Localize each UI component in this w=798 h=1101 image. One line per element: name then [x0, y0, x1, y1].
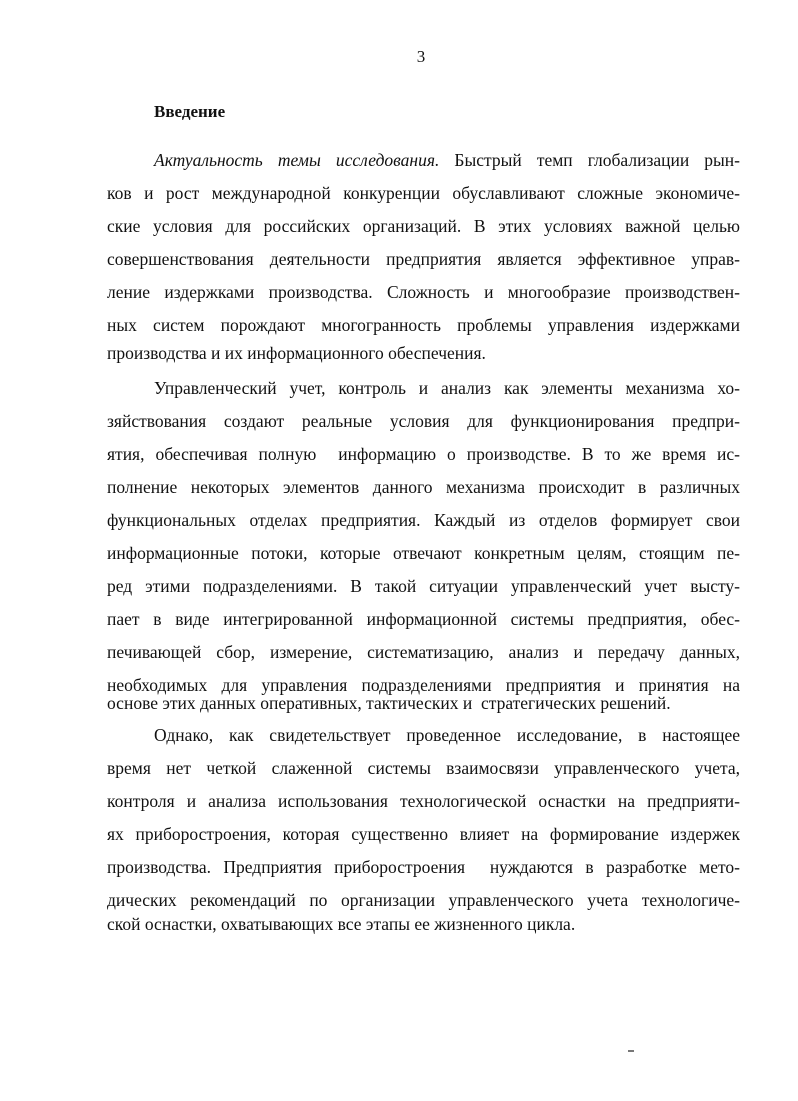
paragraph-2-line-5: функциональных отделах предприятия. Каждый из отделов формирует свои	[107, 510, 740, 530]
paragraph-1-line-6: ных систем порождают многогранность проблемы управления издержками	[107, 315, 740, 335]
paragraph-1-line-1: Актуальность темы исследования. Быстрый темп глобализации рын-	[154, 150, 740, 170]
scan-speck	[628, 1050, 634, 1052]
paragraph-2-line-7: ред этими подразделениями. В такой ситуации управленческий учет высту-	[107, 576, 740, 596]
paragraph-3-line-4: ях приборостроения, которая существенно влияет на формирование издержек	[107, 824, 740, 844]
paragraph-1-line-2: ков и рост международной конкуренции обуславливают сложные экономиче-	[107, 183, 740, 203]
paragraph-3-line-1: Однако, как свидетельствует проведенное исследование, в настоящее	[154, 725, 740, 745]
paragraph-2-line-4: полнение некоторых элементов данного механизма происходит в различных	[107, 477, 740, 497]
paragraph-lead: Актуальность темы исследования.	[154, 150, 440, 170]
paragraph-2-line-8: пает в виде интегрированной информационной системы предприятия, обес-	[107, 609, 740, 629]
paragraph-2-line-10: необходимых для управления подразделениями предприятия и принятия на	[107, 675, 740, 695]
paragraph-2-line-2: зяйствования создают реальные условия для функционирования предпри-	[107, 411, 740, 431]
paragraph-1-line-7: производства и их информационного обеспечения.	[107, 343, 486, 363]
paragraph-2-line-6: информационные потоки, которые отвечают конкретным целям, стоящим пе-	[107, 543, 740, 563]
paragraph-2-line-9: печивающей сбор, измерение, систематизацию, анализ и передачу данных,	[107, 642, 740, 662]
paragraph-3-line-7: ской оснастки, охватывающих все этапы ее жизненного цикла.	[107, 914, 576, 934]
section-heading: Введение	[154, 102, 226, 121]
paragraph-3-line-2: время нет четкой слаженной системы взаимосвязи управленческого учета,	[107, 758, 740, 778]
paragraph-3-line-5: производства. Предприятия приборостроения нуждаются в разработке мето-	[107, 857, 740, 877]
page-number: 3	[416, 47, 426, 66]
paragraph-2-line-11: основе этих данных оперативных, тактических и стратегических решений.	[107, 693, 671, 713]
paragraph-3-line-3: контроля и анализа использования технологической оснастки на предприяти-	[107, 791, 740, 811]
paragraph-2-line-1: Управленческий учет, контроль и анализ как элементы механизма хо-	[154, 378, 740, 398]
paragraph-2-line-3: ятия, обеспечивая полную информацию о производстве. В то же время ис-	[107, 444, 740, 464]
paragraph-3-line-6: дических рекомендаций по организации управленческого учета технологиче-	[107, 890, 740, 910]
paragraph-1-line-3: ские условия для российских организаций. В этих условиях важной целью	[107, 216, 740, 236]
paragraph-1-line-4: совершенствования деятельности предприятия является эффективное управ-	[107, 249, 740, 269]
paragraph-1-line-5: ление издержками производства. Сложность и многообразие производствен-	[107, 282, 740, 302]
